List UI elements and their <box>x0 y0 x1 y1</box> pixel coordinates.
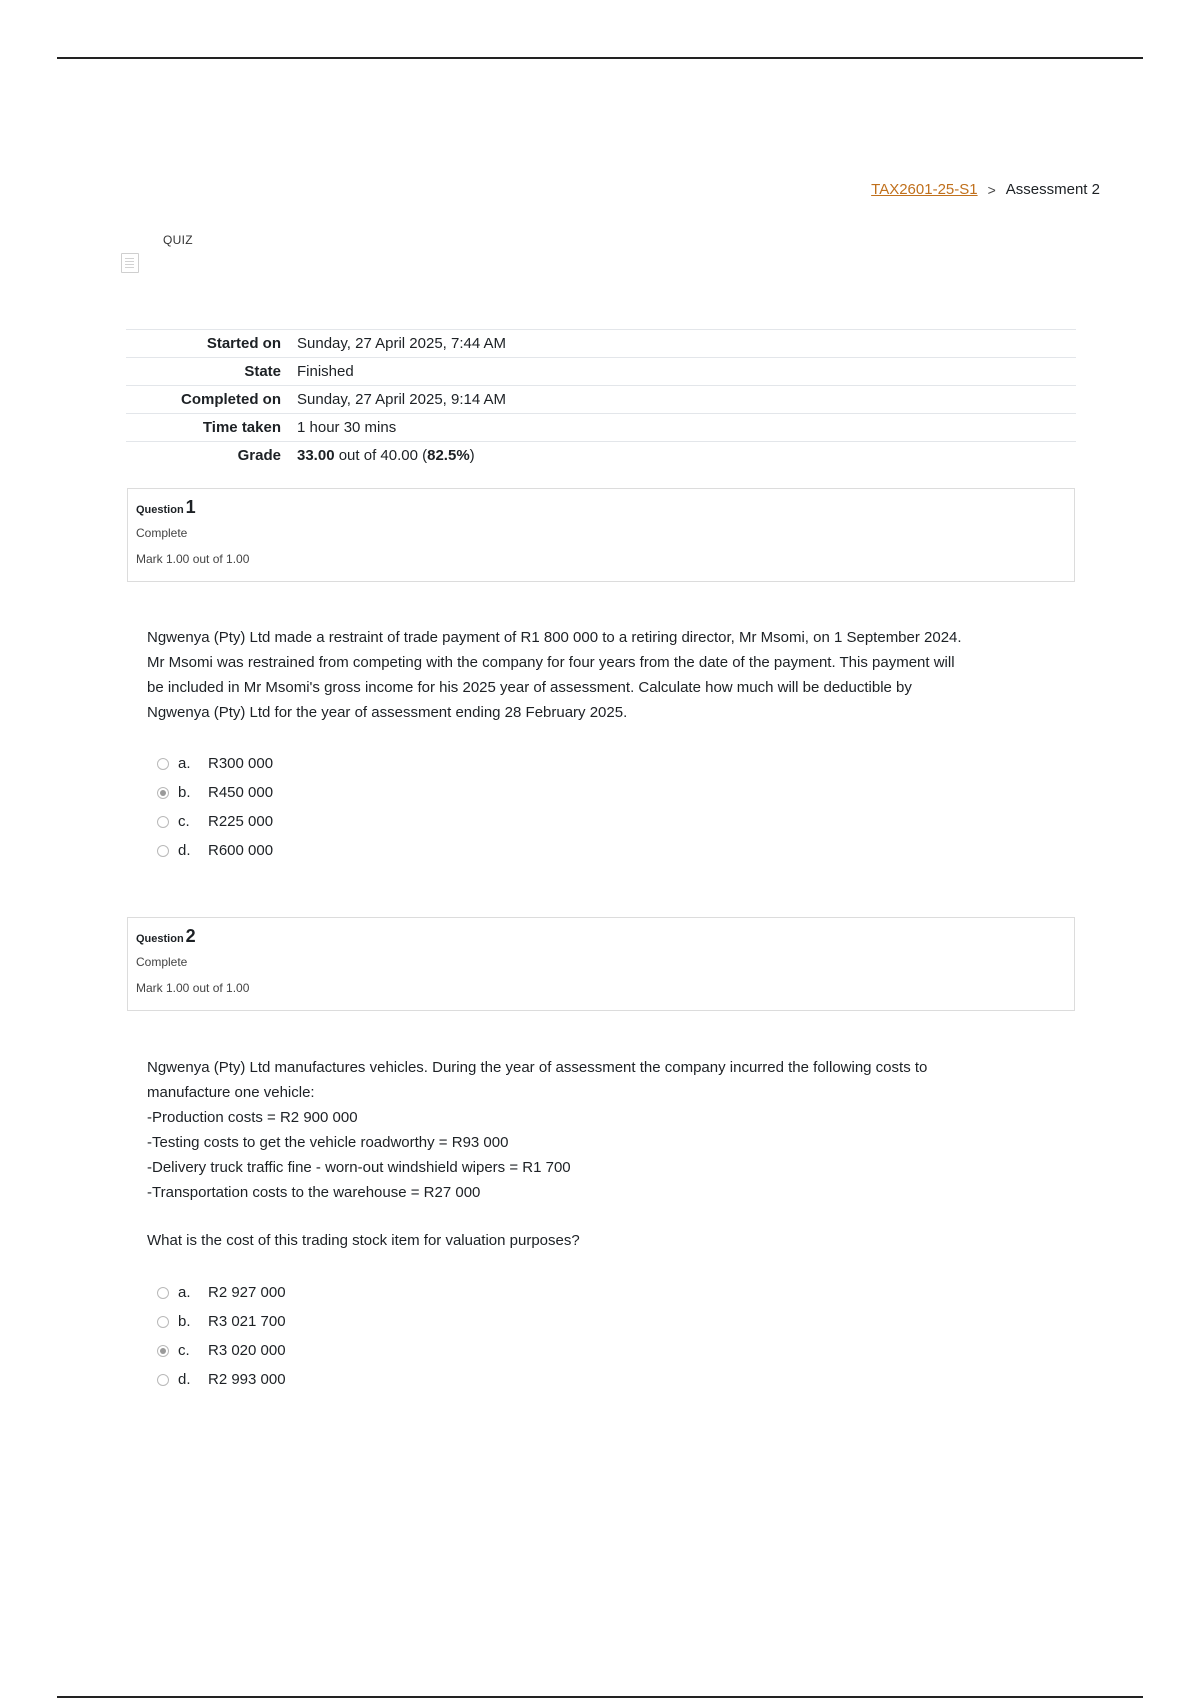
answer-option-c[interactable] <box>157 807 273 836</box>
grade-end: ) <box>469 447 475 464</box>
attempt-summary-table <box>126 329 1076 469</box>
summary-label: Started on <box>206 335 281 352</box>
question-prompt: What is the cost of this trading stock item for valuation purposes? <box>147 1232 580 1249</box>
page-bottom-rule <box>57 1696 1143 1698</box>
question-text-line: be included in Mr Msomi's gross income for his 2025 year of assessment. Calculate how much will be deductible by <box>147 679 912 696</box>
radio-icon[interactable] <box>157 816 169 828</box>
answer-text: R600 000 <box>208 842 274 859</box>
question-1-answers <box>157 749 273 865</box>
radio-checked-icon[interactable] <box>157 1345 169 1357</box>
answer-option-a[interactable] <box>157 1278 286 1307</box>
answer-letter: d. <box>178 1371 191 1388</box>
answer-text: R3 020 000 <box>208 1342 286 1359</box>
summary-row-started <box>126 330 1076 358</box>
answer-text: R2 927 000 <box>208 1284 286 1301</box>
summary-value: Finished <box>297 363 354 380</box>
question-text-line: Mr Msomi was restrained from competing with the company for four years from the date of the payment. This payment will <box>147 654 955 671</box>
question-text-line: -Production costs = R2 900 000 <box>147 1109 358 1126</box>
question-mark: Mark 1.00 out of 1.00 <box>136 552 250 566</box>
answer-text: R3 021 700 <box>208 1313 286 1330</box>
question-1-text <box>147 625 1047 725</box>
question-text-line: -Testing costs to get the vehicle roadworthy = R93 000 <box>147 1134 509 1151</box>
answer-letter: c. <box>178 813 190 830</box>
answer-letter: a. <box>178 755 191 772</box>
question-text-line: Ngwenya (Pty) Ltd manufactures vehicles. During the year of assessment the company incurred the following costs to <box>147 1059 928 1076</box>
summary-row-state <box>126 358 1076 386</box>
summary-label: Completed on <box>181 391 281 408</box>
grade-score: 33.00 <box>297 447 335 464</box>
answer-letter: c. <box>178 1342 190 1359</box>
breadcrumb <box>871 181 1100 198</box>
summary-value <box>297 442 1076 470</box>
answer-text: R2 993 000 <box>208 1371 286 1388</box>
answer-text: R450 000 <box>208 784 274 801</box>
radio-icon[interactable] <box>157 1374 169 1386</box>
summary-label: State <box>244 363 281 380</box>
answer-option-d[interactable] <box>157 836 273 865</box>
summary-row-grade <box>126 442 1076 470</box>
breadcrumb-current: Assessment 2 <box>1005 181 1100 198</box>
quiz-icon <box>121 253 139 273</box>
question-label: Question <box>136 933 184 945</box>
summary-value: Sunday, 27 April 2025, 9:14 AM <box>297 391 507 408</box>
question-2-info <box>127 917 1075 1011</box>
answer-letter: b. <box>178 1313 191 1330</box>
answer-option-b[interactable] <box>157 1307 286 1336</box>
answer-option-d[interactable] <box>157 1365 286 1394</box>
question-number: 2 <box>185 926 196 946</box>
question-number: 1 <box>185 497 196 517</box>
answer-text: R300 000 <box>208 755 274 772</box>
summary-value: Sunday, 27 April 2025, 7:44 AM <box>297 335 507 352</box>
question-state: Complete <box>136 955 188 969</box>
question-text-line: manufacture one vehicle: <box>147 1084 315 1101</box>
grade-percent: 82.5% <box>427 447 470 464</box>
question-text-line: Ngwenya (Pty) Ltd made a restraint of trade payment of R1 800 000 to a retiring director, Mr Msomi, on 1 September 2024. <box>147 629 962 646</box>
summary-label: Time taken <box>202 419 281 436</box>
question-label: Question <box>136 504 184 516</box>
answer-option-b[interactable] <box>157 778 273 807</box>
radio-icon[interactable] <box>157 1316 169 1328</box>
question-2-text <box>147 1055 1047 1253</box>
answer-letter: a. <box>178 1284 191 1301</box>
answer-option-a[interactable] <box>157 749 273 778</box>
radio-icon[interactable] <box>157 845 169 857</box>
answer-letter: b. <box>178 784 191 801</box>
question-text-line: -Delivery truck traffic fine - worn-out windshield wipers = R1 700 <box>147 1159 571 1176</box>
question-state: Complete <box>136 526 188 540</box>
question-text-line: Ngwenya (Pty) Ltd for the year of assessment ending 28 February 2025. <box>147 704 628 721</box>
answer-letter: d. <box>178 842 191 859</box>
summary-label: Grade <box>237 447 281 464</box>
question-2-answers <box>157 1278 286 1394</box>
answer-option-c[interactable] <box>157 1336 286 1365</box>
radio-icon[interactable] <box>157 758 169 770</box>
page-top-rule <box>57 57 1143 59</box>
question-mark: Mark 1.00 out of 1.00 <box>136 981 250 995</box>
summary-row-completed <box>126 386 1076 414</box>
question-1-info <box>127 488 1075 582</box>
breadcrumb-separator-icon: > <box>987 181 996 198</box>
breadcrumb-course-link[interactable]: TAX2601-25-S1 <box>871 181 978 198</box>
radio-checked-icon[interactable] <box>157 787 169 799</box>
summary-row-time-taken <box>126 414 1076 442</box>
grade-mid: out of 40.00 ( <box>334 447 428 464</box>
answer-text: R225 000 <box>208 813 274 830</box>
radio-icon[interactable] <box>157 1287 169 1299</box>
question-text-line: -Transportation costs to the warehouse = R27 000 <box>147 1184 481 1201</box>
activity-type-label: QUIZ <box>163 233 193 247</box>
summary-value: 1 hour 30 mins <box>297 419 397 436</box>
